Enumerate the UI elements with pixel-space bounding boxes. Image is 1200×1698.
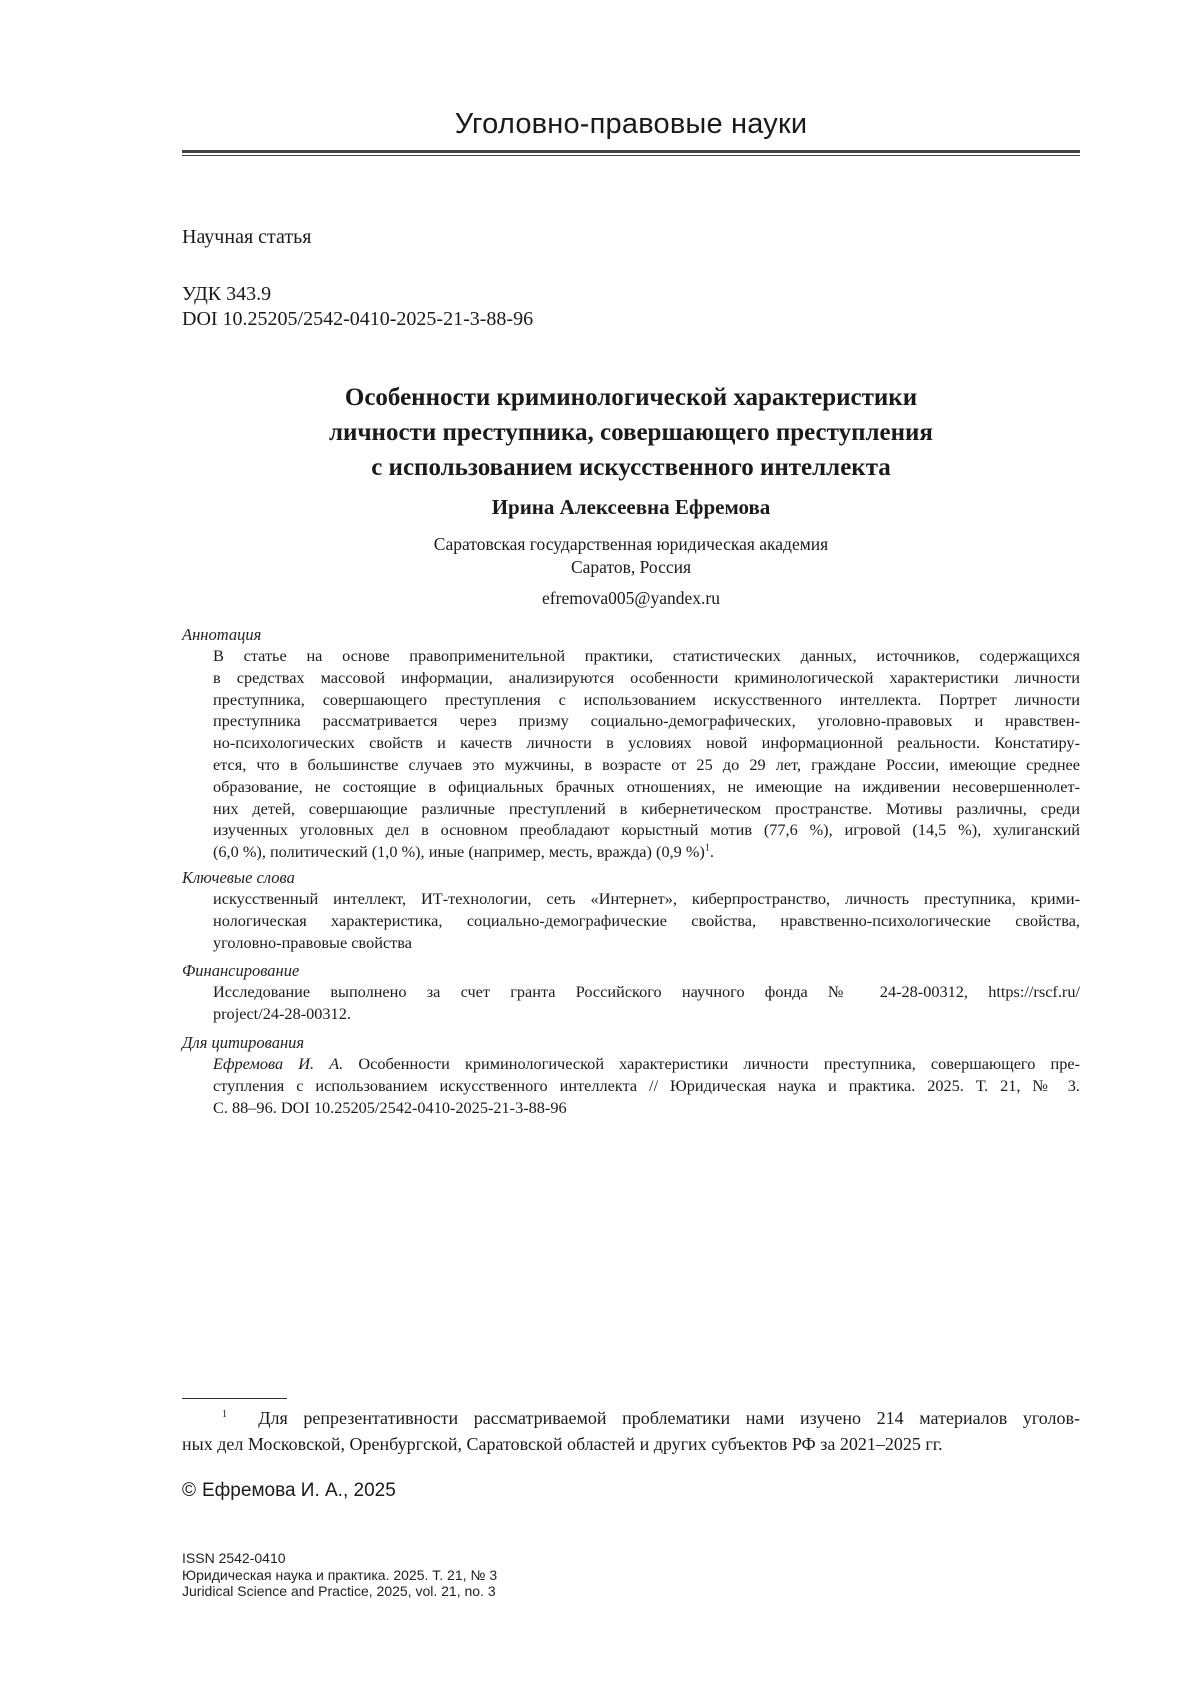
author-name: Ирина Алексеевна Ефремова (491, 495, 771, 519)
keywords-section (182, 868, 1080, 953)
footnote-number: 1 (222, 1409, 227, 1420)
article-type: Научная статья (182, 226, 312, 248)
funding-line: Исследование выполнено за счет гранта Российского научного фонда № 24-28-00312, https://rscf.ru/ (213, 982, 1080, 1001)
footnote-rule (182, 1398, 287, 1399)
abstract-line: В статье на основе правоприменительной практики, статистических данных, источников, содержащихся (213, 646, 1080, 665)
abstract-line: (6,0 %), политический (1,0 %), иные (например, месть, вражда) (0,9 %) (213, 842, 705, 862)
abstract-line: преступника рассматривается через призму социально-демографических, уголовно-правовых и нравствен- (213, 711, 1080, 731)
copyright-text: Ефремова И. А., 2025 (202, 1480, 396, 1501)
doi: DOI 10.25205/2542-0410-2025-21-3-88-96 (182, 308, 534, 330)
citation-line: С. 88–96. DOI 10.25205/2542-0410-2025-21-3-88-96 (213, 1097, 567, 1117)
affiliation-org: Саратовская государственная юридическая академия (433, 534, 829, 554)
author-email[interactable]: efremova005@yandex.ru (542, 588, 720, 608)
identifiers (182, 282, 533, 332)
abstract-label: Аннотация (182, 625, 262, 644)
abstract-line: в средствах массовой информации, анализируются особенности криминологической характеристики личности (213, 667, 1080, 687)
abstract-line: преступника, совершающего преступления с использованием искусственного интеллекта. Портрет личности (213, 689, 1080, 709)
article-title (182, 380, 1080, 485)
udk-code: УДК 343.9 (182, 283, 272, 305)
issn: ISSN 2542-0410 (182, 1550, 286, 1566)
abstract-line: но-психологических свойств и качеств личности в условиях новой информационной реальности. Констатиру- (213, 733, 1080, 753)
citation-section (182, 1033, 1080, 1118)
journal-en: Juridical Science and Practice, 2025, vol. 21, no. 3 (182, 1583, 496, 1599)
footnote-text: Для репрезентативности рассматриваемой проблематики нами изучено 214 материалов уголов- (258, 1408, 1080, 1428)
citation-line: ступления с использованием искусственного интеллекта // Юридическая наука и практика. 2025. Т. 21, № 3. (213, 1075, 1080, 1095)
footnote-line: ных дел Московской, Оренбургской, Саратовской областей и других субъектов РФ за 2021–2025 гг. (182, 1434, 943, 1454)
citation-text (213, 1053, 1080, 1118)
keywords-label: Ключевые слова (182, 868, 295, 887)
funding-line: project/24-28-00312. (213, 1003, 351, 1023)
citation-label: Для цитирования (182, 1033, 305, 1052)
abstract-line: ется, что в большинстве случаев это мужчины, в возрасте от 25 до 29 лет, граждане России, имеющие среднее (213, 754, 1080, 774)
title-line: Особенности криминологической характеристики (344, 384, 918, 411)
section-header: Уголовно-правовые науки (454, 108, 808, 140)
copyright (182, 1480, 396, 1502)
keywords-text (213, 888, 1080, 953)
keywords-line: нологическая характеристика, социально-демографические свойства, нравственно-психологические свойства, (213, 910, 1080, 930)
funding-label: Финансирование (182, 961, 300, 980)
footnote-ref[interactable]: 1 (704, 842, 710, 854)
affiliation-city: Саратов, Россия (570, 557, 692, 577)
title-line: с использованием искусственного интеллекта (371, 454, 891, 481)
journal-info (182, 1550, 497, 1600)
abstract-line: образование, не состоящие в официальных брачных отношениях, не имеющие на иждивении несовершеннолет- (213, 776, 1080, 796)
article-page (182, 0, 1080, 1698)
journal-ru: Юридическая наука и практика. 2025. Т. 21, № 3 (182, 1566, 498, 1583)
abstract-line: них детей, совершающие различные преступлений в кибернетическом пространстве. Мотивы различны, среди (213, 798, 1080, 818)
citation-author: Ефремова И. А. (213, 1054, 344, 1073)
citation-line (213, 1053, 1080, 1075)
abstract-section (182, 625, 1080, 863)
citation-line-rest: Особенности криминологической характеристики личности преступника, совершающего пре- (343, 1054, 1080, 1073)
abstract-text (213, 645, 1080, 863)
keywords-line: уголовно-правовые свойства (213, 932, 412, 952)
abstract-line: изученных уголовных дел в основном преобладают корыстный мотив (77,6 %), игровой (14,5 %), хулиганский (213, 820, 1080, 840)
abstract-line-last: (6,0 %), политический (1,0 %), иные (например, месть, вражда) (0,9 %)$^1$. (213, 842, 714, 862)
author-affiliation (182, 533, 1080, 579)
footnote-line (182, 1405, 1080, 1431)
footnote (182, 1405, 1080, 1457)
funding-section (182, 961, 1080, 1025)
funding-text (213, 981, 1080, 1025)
keywords-line: искусственный интеллект, ИТ-технологии, сеть «Интернет», киберпространство, личность преступника, крими- (213, 889, 1080, 908)
copyright-icon: © (182, 1480, 196, 1501)
title-line: личности преступника, совершающего преступления (329, 419, 933, 446)
header-rule (182, 150, 1080, 156)
